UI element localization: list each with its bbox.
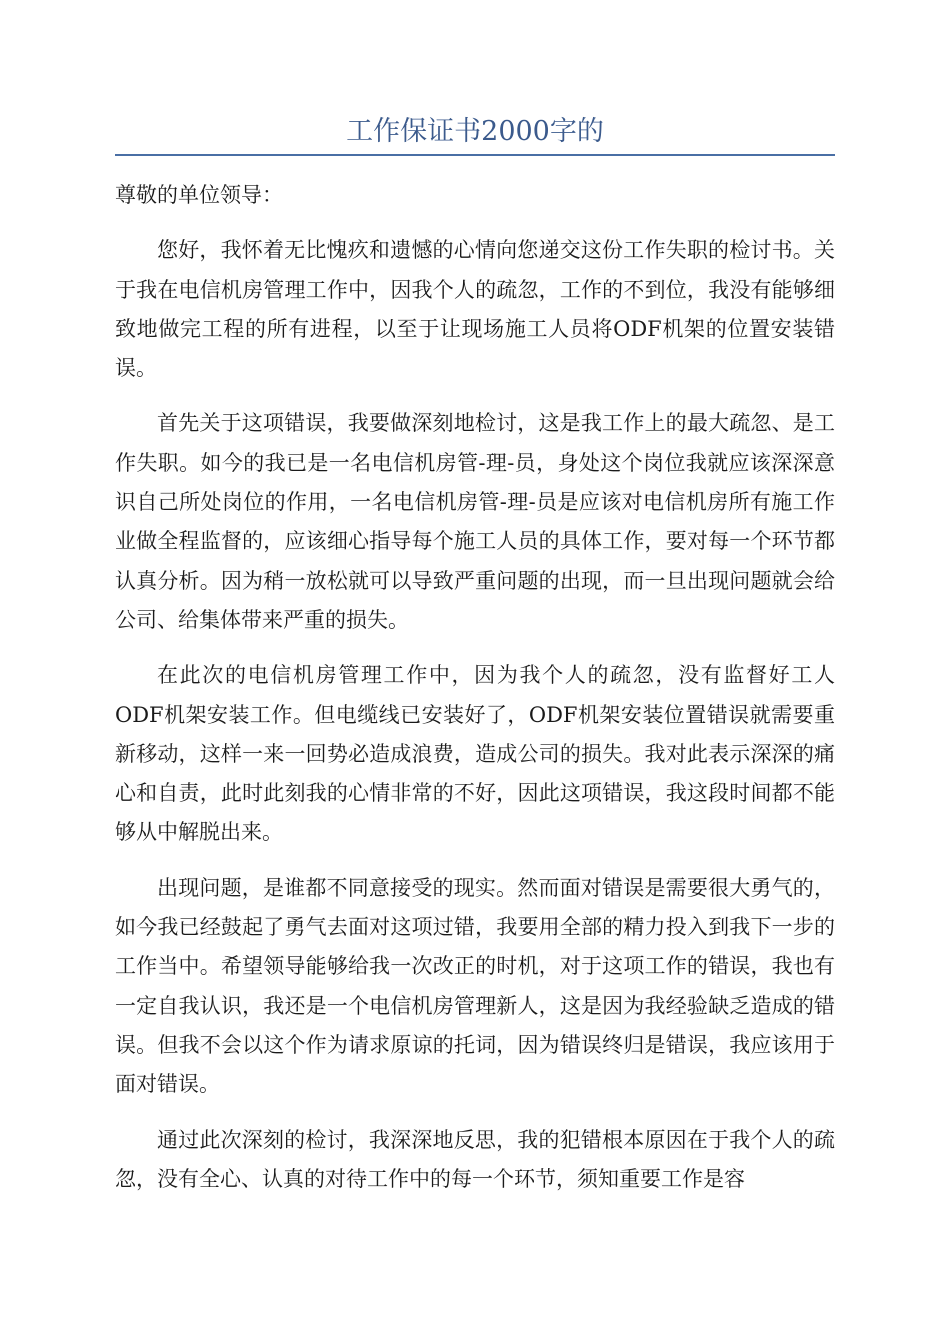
document-title: 工作保证书2000字的 <box>346 116 604 147</box>
paragraph: 出现问题，是谁都不同意接受的现实。然而面对错误是需要很大勇气的，如今我已经鼓起了勇气去面对这项过错，我要用全部的精力投入到我下一步的工作当中。希望领导能够给我一次改正的时机，对于这项工作的错误，我也有一定自我认识，我还是一个电信机房管理新人，这是因为我经验缺乏造成的错误。但我不会以这个作为请求原谅的托词，因为错误终归是错误，我应该用于面对错误。 <box>115 875 835 1097</box>
paragraph: 您好，我怀着无比愧疚和遗憾的心情向您递交这份工作失职的检讨书。关于我在电信机房管理工作中，因我个人的疏忽，工作的不到位，我没有能够细致地做完工程的所有进程，以至于让现场施工人员将ODF机架的位置安装错误。 <box>115 238 835 381</box>
document-body <box>115 176 835 1215</box>
paragraph: 通过此次深刻的检讨，我深深地反思，我的犯错根本原因在于我个人的疏忽，没有全心、认真的对待工作中的每一个环节，须知重要工作是容 <box>115 1127 835 1191</box>
paragraph: 首先关于这项错误，我要做深刻地检讨，这是我工作上的最大疏忽、是工作失职。如今的我已是一名电信机房管-理-员，身处这个岗位我就应该深深意识自己所处岗位的作用，一名电信机房管-理-员是应该对电信机房所有施工作业做全程监督的，应该细心指导每个施工人员的具体工作，要对每一个环节都认真分析。因为稍一放松就可以导致严重问题的出现，而一旦出现问题就会给公司、给集体带来严重的损失。 <box>115 411 835 632</box>
paragraph: 在此次的电信机房管理工作中，因为我个人的疏忽，没有监督好工人ODF机架安装工作。但电缆线已安装好了，ODF机架安装位置错误就需要重新移动，这样一来一回势必造成浪费，造成公司的损失。我对此表示深深的痛心和自责，此时此刻我的心情非常的不好，因此这项错误，我这段时间都不能够从中解脱出来。 <box>115 663 835 845</box>
salutation: 尊敬的单位领导： <box>115 183 283 207</box>
title-divider <box>115 154 835 156</box>
